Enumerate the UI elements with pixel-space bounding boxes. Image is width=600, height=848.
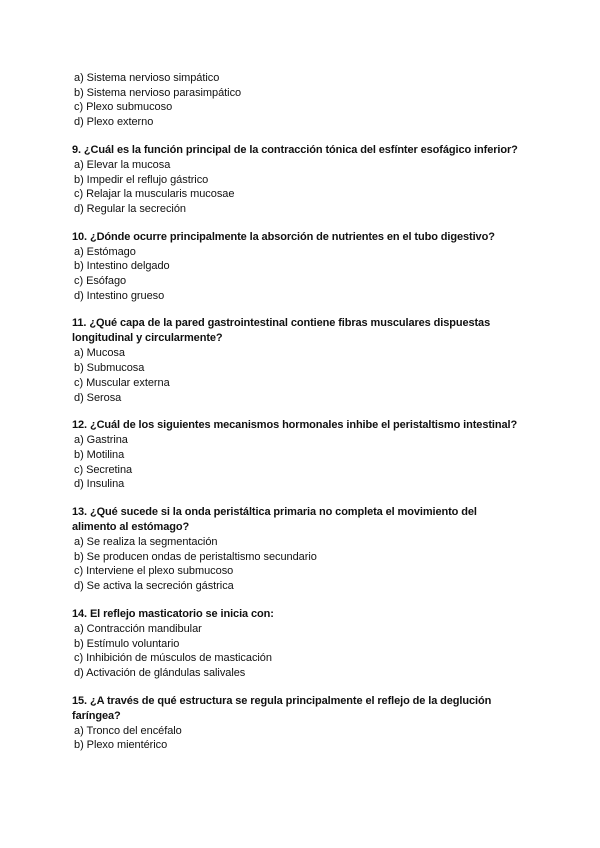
option-b: b) Estímulo voluntario	[74, 637, 180, 650]
option-b: b) Impedir el reflujo gástrico	[74, 173, 209, 186]
option-c: c) Muscular externa	[74, 376, 170, 389]
option-d: d) Intestino grueso	[74, 289, 165, 302]
option-b: b) Sistema nervioso parasimpático	[74, 86, 242, 99]
question-text: 10. ¿Dónde ocurre principalmente la absorción de nutrientes en el tubo digestivo?	[72, 230, 495, 243]
option-c: c) Esófago	[74, 275, 127, 288]
question-block-12	[72, 418, 520, 492]
option-b: b) Intestino delgado	[74, 260, 170, 273]
option-a: a) Contracción mandibular	[74, 622, 202, 635]
option-a: a) Tronco del encéfalo	[74, 724, 182, 737]
option-c: c) Interviene el plexo submucoso	[74, 565, 234, 578]
question-block-8-continued	[72, 71, 520, 130]
question-block-14	[72, 607, 520, 681]
option-b: b) Plexo mientérico	[74, 739, 168, 752]
option-a: a) Sistema nervioso simpático	[74, 72, 220, 84]
option-a: a) Gastrina	[74, 434, 128, 447]
option-c: c) Relajar la muscularis mucosae	[74, 188, 235, 201]
option-b: b) Se producen ondas de peristaltismo secundario	[74, 550, 317, 563]
option-d: d) Activación de glándulas salivales	[74, 666, 246, 679]
question-block-13	[72, 505, 520, 594]
option-d: d) Regular la secreción	[74, 202, 186, 215]
question-text: 15. ¿A través de qué estructura se regula principalmente el reflejo de la deglución faríngea?	[72, 694, 492, 722]
option-b: b) Motilina	[74, 448, 125, 461]
question-text: 11. ¿Qué capa de la pared gastrointestinal contiene fibras musculares dispuestas longitudinal y circularmente?	[72, 317, 491, 345]
question-block-15	[72, 694, 520, 753]
question-text: 13. ¿Qué sucede si la onda peristáltica primaria no completa el movimiento del alimento al estómago?	[72, 506, 477, 534]
option-d: d) Se activa la secreción gástrica	[74, 580, 234, 593]
question-block-10	[72, 230, 520, 304]
option-a: a) Elevar la mucosa	[74, 158, 171, 171]
option-d: d) Plexo externo	[74, 116, 154, 129]
question-text: 9. ¿Cuál es la función principal de la contracción tónica del esfínter esofágico inferior?	[72, 143, 518, 156]
question-block-9	[72, 143, 520, 217]
option-c: c) Plexo submucoso	[74, 101, 173, 114]
option-b: b) Submucosa	[74, 362, 145, 375]
option-d: d) Serosa	[74, 391, 122, 404]
question-text: 14. El reflejo masticatorio se inicia con:	[72, 607, 274, 620]
question-block-11	[72, 316, 520, 405]
option-c: c) Secretina	[74, 463, 133, 476]
option-a: a) Se realiza la segmentación	[74, 536, 218, 549]
option-c: c) Inhibición de músculos de masticación	[74, 652, 272, 665]
question-text: 12. ¿Cuál de los siguientes mecanismos hormonales inhibe el peristaltismo intestinal?	[72, 419, 518, 432]
option-d: d) Insulina	[74, 478, 125, 491]
option-a: a) Estómago	[74, 245, 136, 258]
option-a: a) Mucosa	[74, 347, 125, 360]
